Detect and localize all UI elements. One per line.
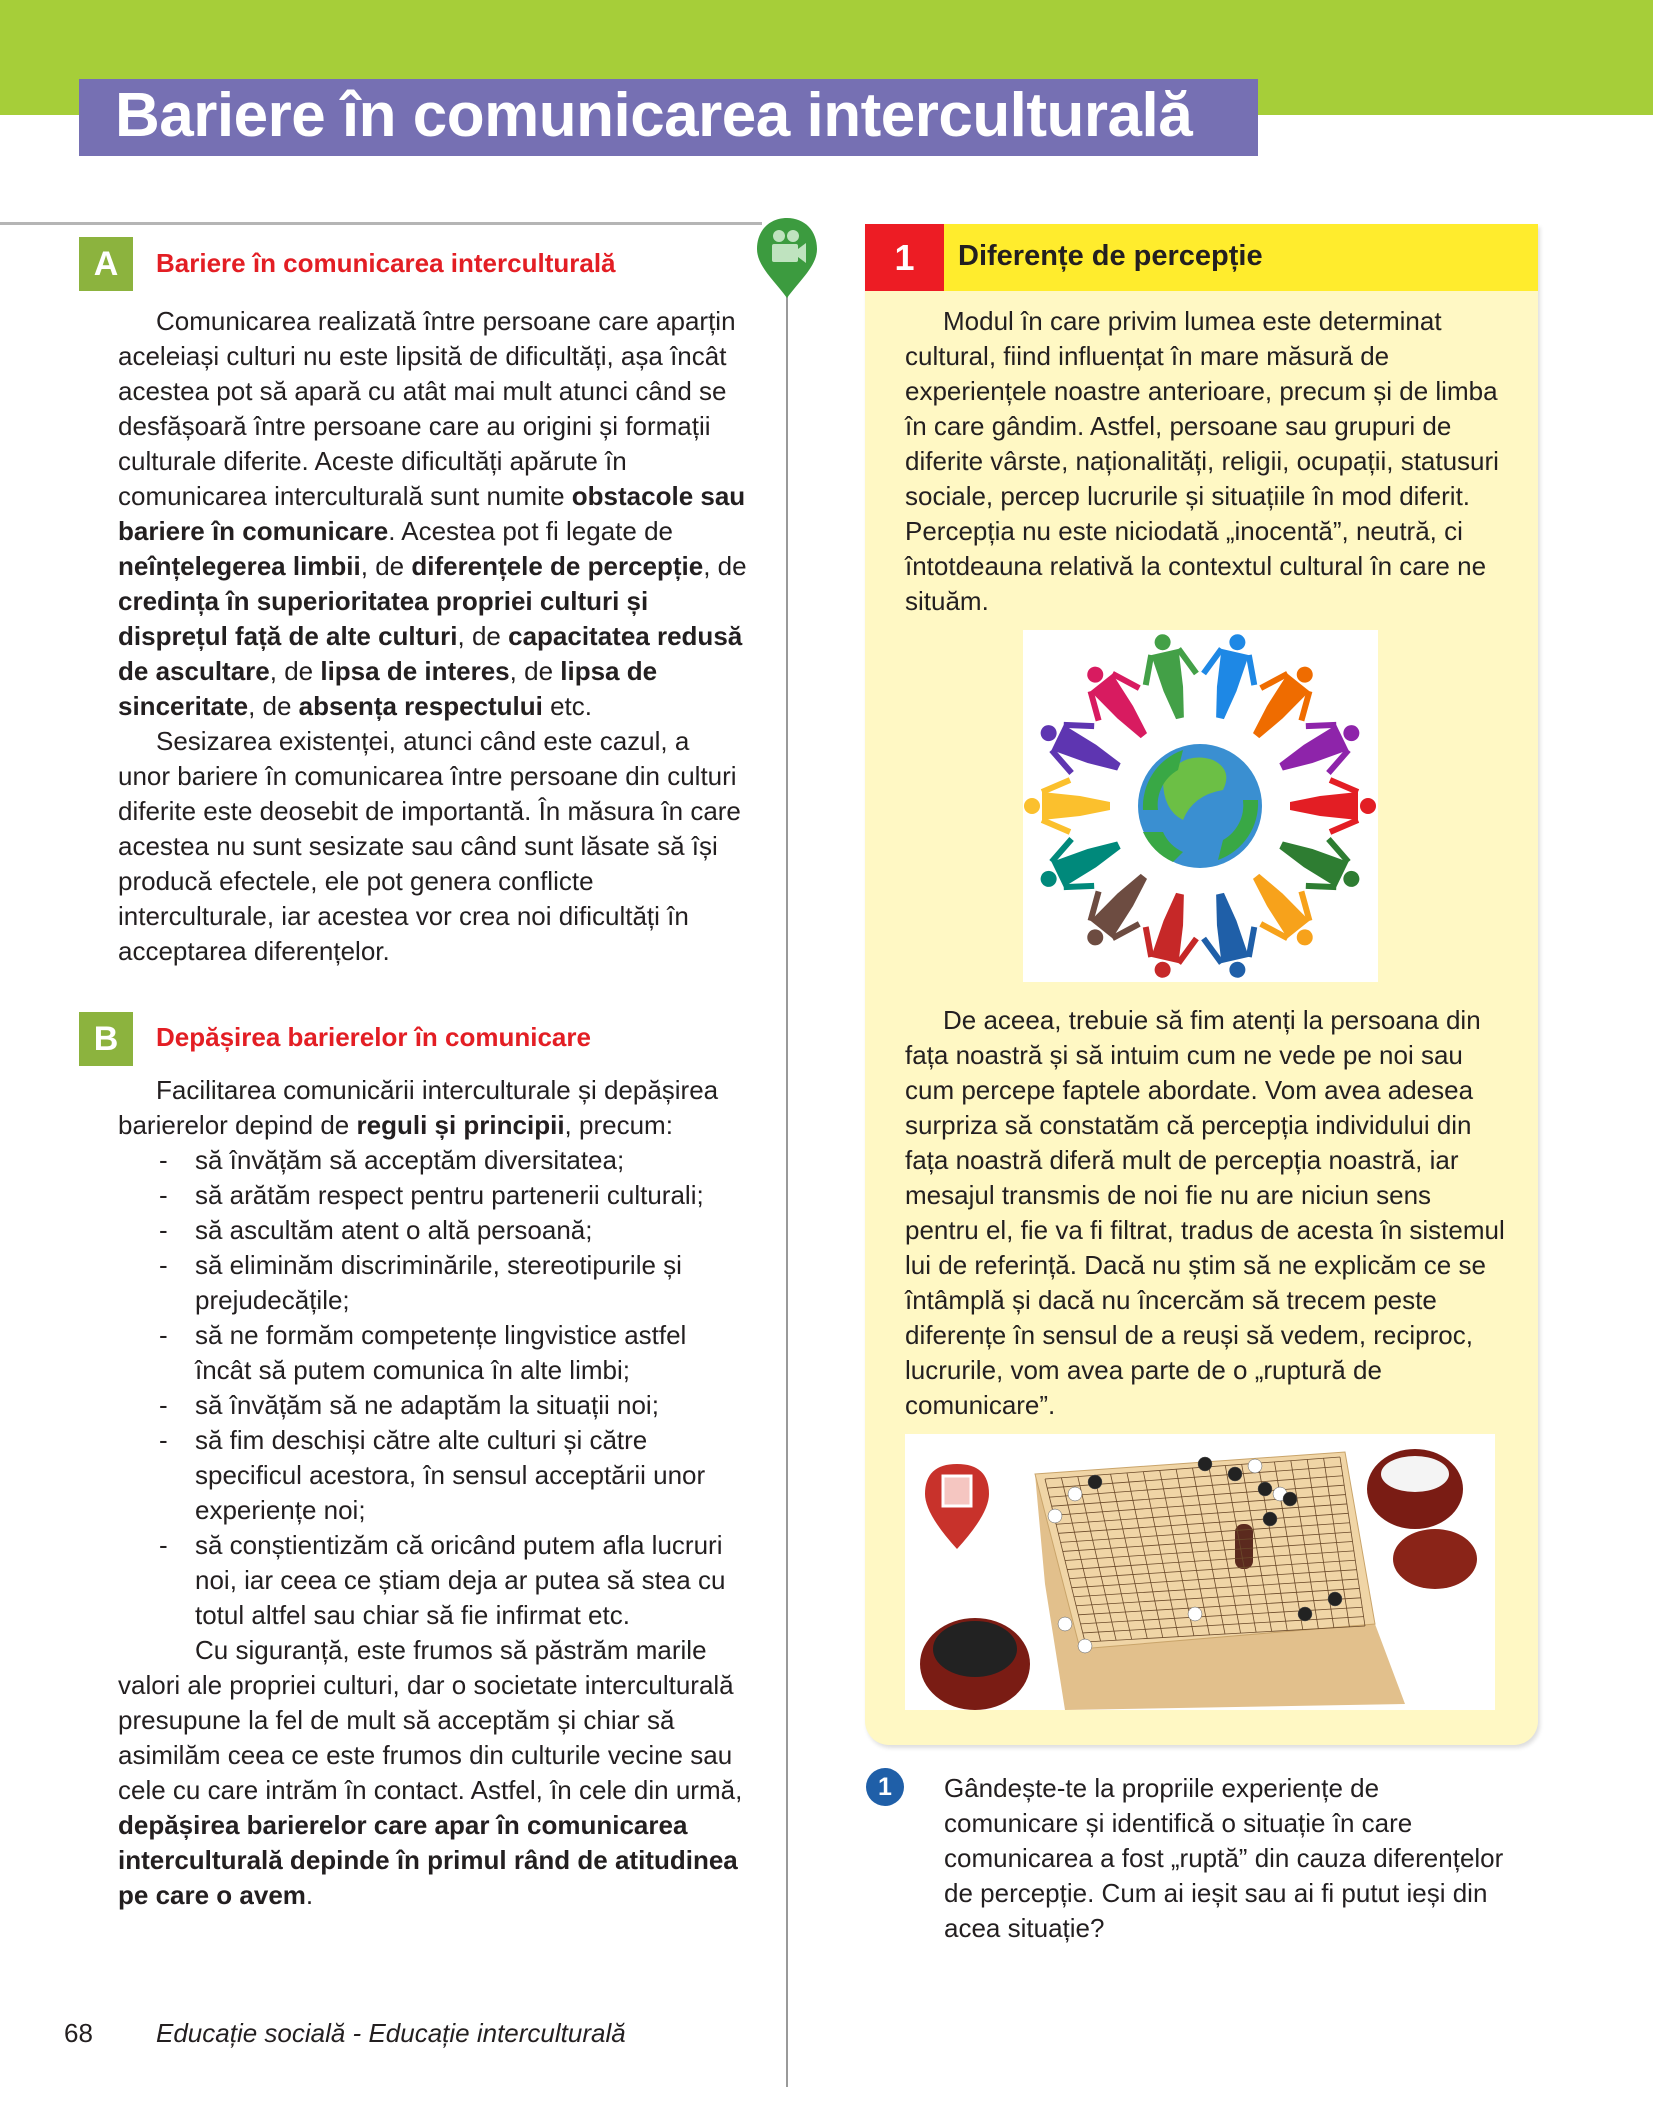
section-b-heading: Depășirea barierelor în comunicare (156, 1022, 591, 1052)
go-stone (1198, 1457, 1212, 1471)
page-number: 68 (64, 2018, 93, 2048)
list-item (118, 1248, 748, 1318)
section-a-badge: A (79, 237, 133, 291)
list-item-text: să fim deschiși către alte culturi și către specificul acestora, în sensul acceptării unor experiențe noi; (195, 1425, 706, 1525)
go-stone (1228, 1467, 1242, 1481)
list-item (118, 1388, 748, 1423)
person-figure (1290, 780, 1376, 832)
text: , de (457, 621, 509, 651)
person-figure (1195, 630, 1265, 724)
globe-people-image (1023, 630, 1378, 982)
list-dash: - (159, 1390, 168, 1420)
text: Comunicarea realizată între persoane care aparțin aceleiași culturi nu este lipsită de dificultăți, așa încât acestea pot să apară cu atât mai mult atunci când se desfășoară între persoane care au origini și formații culturale diferite. Aceste dificultăți apărute în comunicarea interculturală sunt numite (118, 306, 736, 511)
text: , precum: (564, 1110, 673, 1140)
text: Sesizarea existenței, atunci când este cazul, a unor bariere în comunicarea între persoane din culturi diferite este deosebit de importantă. În măsura în care acestea nu sunt sesizate sau când sunt lăsate să își producă efectele, ele pot genera conflicte interculturale, iar acestea vor crea noi dificultăți în acceptarea diferențelor. (118, 726, 741, 966)
go-stone (1078, 1639, 1092, 1653)
section-b-intro (118, 1073, 748, 1143)
divider-horizontal (0, 222, 762, 225)
section-b-closing (118, 1633, 748, 1913)
person-figure (1270, 706, 1370, 790)
text: , de (703, 551, 747, 581)
list-item-text: să ascultăm atent o altă persoană; (195, 1215, 593, 1245)
list-item-text: să învățăm să ne adaptăm la situații noi; (195, 1390, 659, 1420)
bold-text: credința în superioritatea propriei culturi și disprețul față de alte culturi (118, 586, 649, 651)
text: Facilitarea comunicării interculturale și depășirea barierelor depind de (118, 1075, 719, 1140)
person-figure (1030, 706, 1130, 790)
person-figure (1135, 888, 1205, 982)
text: , de (360, 551, 412, 581)
list-dash: - (159, 1215, 168, 1245)
list-dash: - (159, 1145, 168, 1175)
info-box-paragraph-1 (905, 304, 1505, 619)
go-stone (1048, 1509, 1062, 1523)
list-item-text: să conștientizăm că oricând putem afla lucruri noi, iar ceea ce știam deja ar putea să stea cu totul altfel sau chiar să fie infirmat etc. (195, 1530, 726, 1630)
text: , de (248, 691, 299, 721)
go-stone (1068, 1487, 1082, 1501)
list-item (118, 1423, 748, 1528)
text: . Acestea pot fi legate de (388, 516, 673, 546)
bold-text: capacitatea redusă de ascultare (118, 621, 743, 686)
paragraph-text: De aceea, trebuie să fim atenți la persoana din fața noastră și să intuim cum ne vede pe noi sau cum percepe faptele abordate. Vom avea adesea surpriza să constatăm că percepția individului din fața noastră diferă mult de percepția noastră, iar mesajul transmis de noi fie nu are niciun sens pentru el, fie va fi filtrat, tradus de acesta în sistemul lui de referință. Dacă nu știm să ne explicăm ce se întâmplă și dacă nu încercăm să trecem peste diferențe în sensul de a reuși să vedem, reciproc, lucrurile, vom avea parte de o „ruptură de comunicare”. (905, 1005, 1505, 1420)
list-item-text: să ne formăm competențe lingvistice astfel încât să putem comunica în alte limbi; (195, 1320, 687, 1385)
list-dash: - (159, 1250, 168, 1280)
go-stone (1058, 1617, 1072, 1631)
text: etc. (542, 691, 593, 721)
bold-text: absența respectului (298, 691, 543, 721)
paragraph (118, 724, 748, 969)
list-item (118, 1318, 748, 1388)
list-item (118, 1143, 748, 1178)
list-dash: - (159, 1530, 168, 1560)
paragraph (118, 304, 748, 724)
footer-subject: Educație socială - Educație interculturală (156, 2018, 626, 2048)
go-board-image (905, 1434, 1495, 1710)
bold-text: lipsa de sinceritate (118, 656, 658, 721)
info-box-paragraph-2 (905, 1003, 1505, 1423)
go-stone (1188, 1607, 1202, 1621)
person-figure (1135, 630, 1205, 724)
section-b-body (118, 1073, 748, 1913)
person-figure (1030, 822, 1130, 906)
go-stone (1263, 1512, 1277, 1526)
list-dash: - (159, 1425, 168, 1455)
list-dash: - (159, 1180, 168, 1210)
section-b-badge: B (79, 1012, 133, 1066)
go-stone (1088, 1475, 1102, 1489)
page-title-bar (79, 79, 1258, 156)
go-stone (1283, 1492, 1297, 1506)
info-box-number: 1 (865, 224, 944, 291)
go-stone (1328, 1592, 1342, 1606)
person-figure (1024, 780, 1110, 832)
list-item-text: să învățăm să acceptăm diversitatea; (195, 1145, 625, 1175)
bold-text: neînțelegerea limbii (118, 551, 361, 581)
bold-text: depășirea barierelor care apar în comunicarea interculturală depinde în primul rând de atitudinea pe care o avem (118, 1810, 738, 1910)
paragraph-text: Modul în care privim lumea este determinat cultural, fiind influențat în mare măsură de experiențele noastre anterioare, precum și de limba în care gândim. Astfel, persoane sau grupuri de diferite vârste, naționalități, religii, ocupații, statusuri sociale, percep lucrurile și situațiile în mod diferit. Percepția nu este niciodată „inocentă”, neutră, ci întotdeauna relativă la contextul cultural în care ne situăm. (905, 306, 1499, 616)
go-stone (1258, 1482, 1272, 1496)
question-number: 1 (866, 1768, 904, 1806)
divider-vertical (786, 280, 788, 2087)
list-item (118, 1178, 748, 1213)
person-figure (1270, 822, 1370, 906)
section-a-body (118, 304, 748, 969)
section-a-heading: Bariere în comunicarea interculturală (156, 248, 616, 278)
text: , de (269, 656, 321, 686)
list-item-text: să eliminăm discriminările, stereotipurile și prejudecățile; (195, 1250, 682, 1315)
text: . (305, 1880, 314, 1910)
list-dash: - (159, 1320, 168, 1350)
go-stone (1248, 1459, 1262, 1473)
go-stone (1298, 1607, 1312, 1621)
question-text: Gândește-te la propriile experiențe de comunicare și identifică o situație în care comunicarea a fost „ruptă” din cauza diferențelor de percepție. Cum ai ieșit sau ai fi putut ieși din acea situație? (944, 1773, 1504, 1943)
text: Cu siguranță, este frumos să păstrăm marile valori ale propriei culturi, dar o societate interculturală presupune la fel de mult să acceptăm și chiar să asimilăm ceea ce este frumos din culturile vecine sau cele cu care intrăm în contact. Astfel, în cele din urmă, (118, 1635, 743, 1805)
person-figure (1195, 888, 1265, 982)
text: , de (509, 656, 561, 686)
list-item (118, 1213, 748, 1248)
bold-text: lipsa de interes (320, 656, 510, 686)
bold-text: diferențele de percepție (411, 551, 704, 581)
info-box-title: Diferențe de percepție (958, 240, 1263, 272)
video-camera-icon[interactable] (754, 216, 820, 300)
list-item (118, 1528, 748, 1633)
principles-list (118, 1143, 748, 1633)
bold-text: obstacole sau bariere în comunicare (118, 481, 746, 546)
page-title: Bariere în comunicarea interculturală (115, 81, 1193, 150)
bold-text: reguli și principii (356, 1110, 565, 1140)
list-item-text: să arătăm respect pentru partenerii culturali; (195, 1180, 704, 1210)
